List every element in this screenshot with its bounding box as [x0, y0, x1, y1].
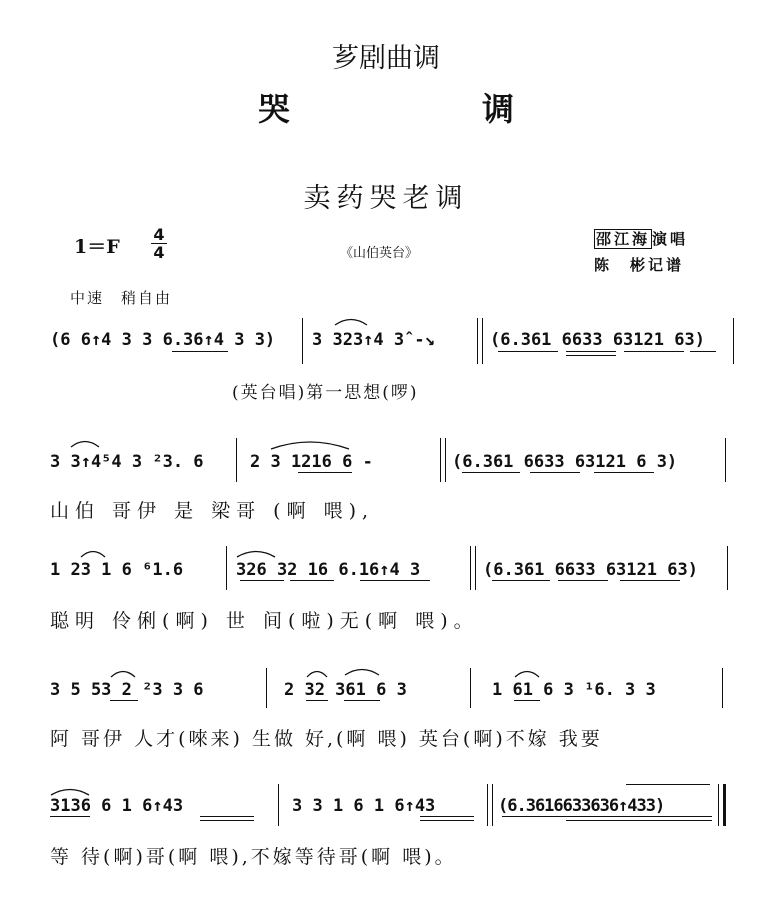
system-4-segment-2: 2 32 361 6 3 [284, 680, 407, 700]
barline [487, 784, 488, 826]
underline [240, 580, 284, 581]
slur [306, 668, 328, 678]
singer-name: 邵江海 [596, 230, 651, 248]
barline [470, 668, 471, 708]
underline [514, 700, 540, 701]
time-signature-top: 4 [153, 225, 165, 244]
underline [420, 820, 474, 821]
slur [236, 548, 276, 558]
barline [725, 438, 726, 482]
system-2-lyric: 山伯 哥伊 是 梁哥 (啊 喂), [50, 500, 375, 522]
underline [50, 816, 90, 817]
underline [172, 351, 228, 352]
overline [626, 784, 710, 785]
underline [690, 351, 716, 352]
underline [558, 580, 608, 581]
system-5-segment-3: (6.3616633636↑433) [498, 796, 665, 816]
underline [530, 472, 580, 473]
song-title: 哭 调 [257, 90, 594, 128]
barline [722, 668, 723, 708]
underline [566, 351, 616, 352]
tempo-marking: 中速 稍自由 [70, 289, 173, 307]
underline [200, 816, 254, 817]
system-4-segment-3: 1 61 6 3 ¹6. 3 3 [492, 680, 656, 700]
system-4-lyric: 阿 哥伊 人才(唻来) 生做 好,(啊 喂) 英台(啊)不嫁 我要 [50, 728, 603, 750]
underline [492, 580, 550, 581]
slur [70, 438, 100, 448]
underline [594, 472, 654, 473]
underline [420, 816, 474, 817]
system-3-segment-3: (6.361 6633 63121 63) [483, 560, 698, 580]
barline [226, 546, 227, 590]
slur [50, 786, 90, 796]
underline [620, 580, 680, 581]
underline [462, 472, 520, 473]
slur [80, 548, 106, 558]
time-signature-bottom: 4 [153, 243, 165, 262]
underline [624, 351, 684, 352]
slur [110, 668, 136, 678]
barline [302, 318, 303, 364]
underline [344, 700, 380, 701]
system-3-segment-2: 326 32 16 6.16↑4 3 [236, 560, 421, 580]
barline [470, 546, 471, 590]
barline [445, 438, 446, 482]
notator-credit: 陈 彬记谱 [594, 256, 685, 274]
slur [514, 668, 540, 678]
underline [360, 580, 430, 581]
barline [236, 438, 237, 482]
system-3-lyric: 聪明 伶俐(啊) 世 间(啦)无(啊 喂)。 [50, 610, 479, 632]
barline [440, 438, 441, 482]
genre-title: 芗剧曲调 [332, 43, 440, 74]
singer-credit [594, 228, 688, 249]
system-5-lyric: 等 待(啊)哥(啊 喂),不嫁等待哥(啊 喂)。 [50, 846, 457, 868]
underline [298, 472, 352, 473]
system-1-segment-3: (6.361 6633 63121 63) [490, 330, 705, 350]
underline [306, 700, 328, 701]
final-barline [723, 784, 726, 826]
system-1-segment-2: 3 323↑4 3̂ -↘ [312, 330, 435, 350]
slur [270, 438, 350, 450]
source-work: 《山伯英台》 [340, 246, 419, 261]
underline [566, 355, 616, 356]
system-1-lyric: (英台唱)第一思想(啰) [232, 383, 419, 403]
underline [498, 351, 558, 352]
underline [502, 816, 712, 817]
barline [492, 784, 493, 826]
underline [200, 820, 254, 821]
slur [344, 666, 380, 676]
slur [334, 316, 368, 326]
barline [482, 318, 483, 364]
underline [110, 700, 138, 701]
barline [266, 668, 267, 708]
system-2-segment-3: (6.361 6633 63121 6 3) [452, 452, 678, 472]
system-1-segment-1: (6 6↑4 3 3 6.36↑4 3 3) [50, 330, 276, 350]
barline [475, 546, 476, 590]
system-5-segment-1: 3136 6 1 6↑43 [50, 796, 184, 816]
system-4-segment-1: 3 5 53 2 ²3 3 6 [50, 680, 204, 700]
barline [718, 784, 719, 826]
system-5-segment-2: 3 3 1 6 1 6↑43 [292, 796, 436, 816]
barline [477, 318, 478, 364]
singer-role: 演唱 [652, 230, 689, 248]
system-2-segment-2: 2 3 1216 6 - [250, 452, 373, 472]
barline [733, 318, 734, 364]
system-3-segment-1: 1 23 1 6 ⁶1.6 [50, 560, 184, 580]
time-signature [148, 226, 170, 261]
underline [290, 580, 334, 581]
barline [727, 546, 728, 590]
underline [566, 820, 712, 821]
key-signature: 1＝F [74, 236, 120, 258]
song-subtitle: 卖药哭老调 [303, 183, 469, 214]
system-2-segment-1: 3 3↑4⁵4 3 ²3. 6 [50, 452, 204, 472]
barline [278, 784, 279, 826]
